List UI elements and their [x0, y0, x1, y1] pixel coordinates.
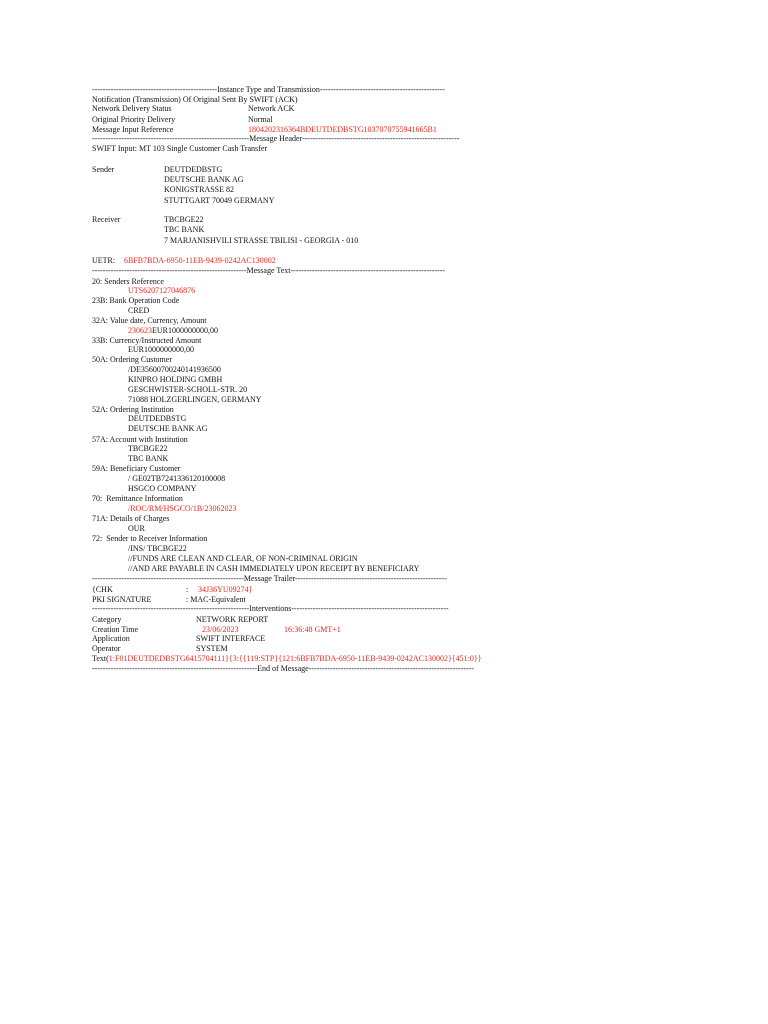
field-52a-line: DEUTDEDBSTG — [128, 414, 187, 423]
field-72-line: //FUNDS ARE CLEAN AND CLEAR, OF NON-CRIMINAL ORIGIN — [128, 554, 358, 563]
field-23b-value: CRED — [128, 306, 150, 315]
notification-text: Notification (Transmission) Of Original Sent By SWIFT (ACK) — [92, 95, 298, 104]
field-50a-line: GESCHWISTER-SCHOLL-STR. 20 — [128, 385, 248, 394]
creation-date: 23/06/2023 — [202, 625, 239, 634]
application-value: SWIFT INTERFACE — [196, 634, 266, 643]
swift-input-line: SWIFT Input: MT 103 Single Customer Cash Transfer — [92, 144, 268, 153]
field-23b-label: 23B: Bank Operation Code — [92, 296, 180, 305]
field-57a-label: 57A: Account with Institution — [92, 435, 188, 444]
field-52a-line: DEUTSCHE BANK AG — [128, 424, 208, 433]
mir-label: Message Input Reference — [92, 125, 174, 134]
field-32a-label: 32A: Value date, Currency, Amount — [92, 316, 207, 325]
field-59a-line: HSGCO COMPANY — [128, 484, 197, 493]
priority-value: Normal — [248, 115, 273, 124]
separator-interventions: -----------------------------------------------------------Interventions----------------------------------------------------------- — [92, 604, 449, 613]
separator-trailer: ---------------------------------------------------------Message Trailer--------------------------------------------------------- — [92, 574, 447, 583]
field-32a-date: 230623 — [128, 326, 152, 335]
chk-separator: : — [186, 585, 189, 594]
uetr-label: UETR: — [92, 256, 116, 265]
field-70-value: /ROC/RM/HSGCO/1B/23062023 — [128, 504, 237, 513]
pki-label: PKI SIGNATURE — [92, 595, 152, 604]
field-59a-line: / GE02TB7241336120100008 — [128, 474, 226, 483]
sender-line: KONIGSTRASSE 82 — [164, 185, 235, 194]
chk-value: 34J36YU09274} — [198, 585, 253, 594]
mir-value: 1804202316364BDEUTDEDBSTG1037070755941665B1 — [248, 125, 437, 134]
field-50a-line: /DE35600700240141936500 — [128, 365, 221, 374]
field-72-line: /INS/ TBCBGE22 — [128, 544, 187, 553]
separator-header: -----------------------------------------------------------Message Header----------------------------------------------------------- — [92, 134, 460, 143]
chk-label: {CHK — [92, 585, 113, 594]
creation-time: 16:36:48 GMT+1 — [284, 625, 341, 634]
uetr-value: 6BFB7BDA-6950-11EB-9439-0242AC130002 — [124, 256, 276, 265]
separator-instance: -----------------------------------------------Instance Type and Transmission----------------------------------------------- — [92, 85, 446, 94]
field-20-label: 20: Senders Reference — [92, 277, 164, 286]
field-72-line: //AND ARE PAYABLE IN CASH IMMEDIATELY UPON RECEIPT BY BENEFICIARY — [128, 564, 420, 573]
sender-label: Sender — [92, 165, 115, 174]
application-label: Application — [92, 634, 130, 643]
sender-line: DEUTDEDBSTG — [164, 165, 223, 174]
field-59a-label: 59A: Beneficiary Customer — [92, 464, 181, 473]
separator-end: --------------------------------------------------------------End of Message-------------------------------------------------------------- — [92, 664, 474, 673]
creation-label: Creation Time — [92, 625, 139, 634]
pki-value: : MAC-Equivalent — [186, 595, 246, 604]
field-20-value: UTS6207127046876 — [128, 286, 196, 295]
operator-value: SYSTEM — [196, 644, 228, 653]
field-32a-amount: EUR1000000000,00 — [152, 326, 218, 335]
intervention-text-value: 1:F01DEUTDEDBSTG6415704111}{3:{{119:STP}{121:6BFB7BDA-6950-11EB-9439-0242AC130002}{451:0}} — [108, 654, 482, 663]
receiver-line: TBC BANK — [164, 225, 205, 234]
network-status-label: Network Delivery Status — [92, 104, 172, 113]
category-label: Category — [92, 615, 122, 624]
field-50a-line: 71088 HOLZGERLINGEN, GERMANY — [128, 395, 262, 404]
intervention-text-prefix: Text( — [92, 654, 109, 663]
field-70-label: 70: Remittance Information — [92, 494, 183, 503]
field-71a-label: 71A: Details of Charges — [92, 514, 170, 523]
field-32a-value — [128, 326, 218, 336]
priority-label: Original Priority Delivery — [92, 115, 176, 124]
field-33b-value: EUR1000000000,00 — [128, 345, 194, 354]
field-72-label: 72: Sender to Receiver Information — [92, 534, 208, 543]
field-57a-line: TBC BANK — [128, 454, 169, 463]
field-71a-value: OUR — [128, 524, 145, 533]
field-57a-line: TBCBGE22 — [128, 444, 168, 453]
receiver-line: 7 MARJANISHVILI STRASSE TBILISI - GEORGIA - 010 — [164, 236, 359, 245]
receiver-label: Receiver — [92, 215, 121, 224]
field-50a-line: KINPRO HOLDING GMBH — [128, 375, 223, 384]
field-52a-label: 52A: Ordering Institution — [92, 405, 174, 414]
sender-line: STUTTGART 70049 GERMANY — [164, 196, 275, 205]
network-status-value: Network ACK — [248, 104, 295, 113]
category-value: NETWORK REPORT — [196, 615, 269, 624]
operator-label: Operator — [92, 644, 121, 653]
field-33b-label: 33B: Currency/Instructed Amount — [92, 336, 202, 345]
field-50a-label: 50A: Ordering Customer — [92, 355, 172, 364]
receiver-line: TBCBGE22 — [164, 215, 204, 224]
intervention-text-line — [92, 654, 482, 664]
sender-line: DEUTSCHE BANK AG — [164, 175, 244, 184]
separator-text: ----------------------------------------------------------Message Text---------------------------------------------------------- — [92, 266, 445, 275]
